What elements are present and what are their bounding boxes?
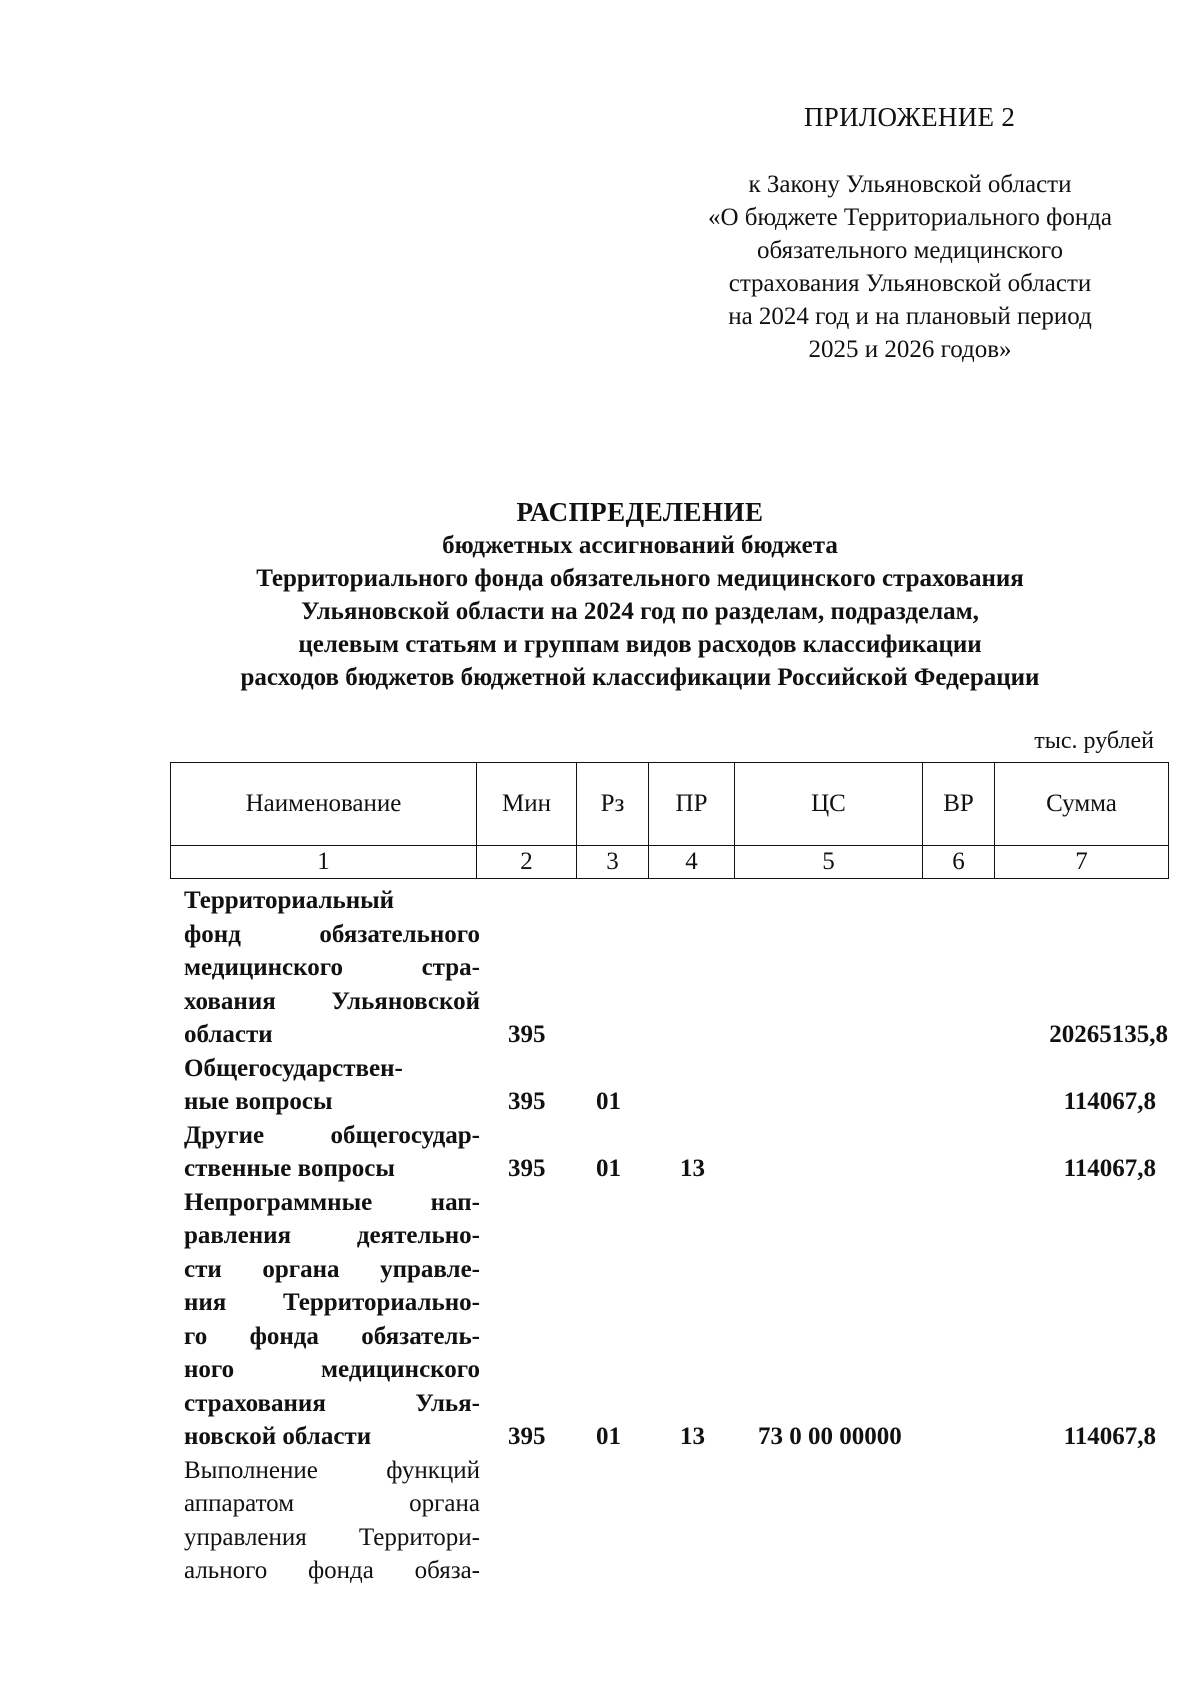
row-min: 395 — [508, 1155, 546, 1182]
law-reference-line: к Закону Ульяновской области — [748, 171, 1072, 198]
row-rz: 01 — [596, 1155, 621, 1182]
document-heading — [160, 496, 1120, 694]
row-sum: 114067,8 — [1063, 1423, 1156, 1450]
row-name — [170, 1052, 480, 1119]
law-reference-line: на 2024 год и на плановый период — [728, 303, 1092, 330]
row-name — [170, 1186, 480, 1454]
header-pr: ПР — [649, 763, 735, 846]
row-name-line: сти органа управле- — [184, 1255, 480, 1283]
column-number-row — [171, 846, 1169, 879]
law-reference — [660, 168, 1160, 366]
row-name-line: хования Ульяновской — [184, 987, 480, 1015]
appendix-title: ПРИЛОЖЕНИЕ 2 — [804, 102, 1016, 132]
row-name — [170, 884, 480, 1052]
row-name-line: ственные вопросы — [184, 1155, 395, 1182]
law-reference-line: «О бюджете Территориального фонда — [707, 204, 1113, 231]
row-name-line: Непрограммные нап- — [184, 1188, 480, 1216]
law-reference-line: страхования Ульяновской области — [728, 270, 1092, 297]
budget-table-body — [170, 884, 1168, 1588]
table-row — [170, 1186, 1168, 1454]
row-name-line: равления деятельно- — [184, 1222, 480, 1249]
header-cs: ЦС — [735, 763, 923, 846]
row-rz: 01 — [596, 1088, 621, 1115]
row-min: 395 — [508, 1423, 546, 1450]
column-number: 3 — [577, 846, 649, 879]
row-min: 395 — [508, 1088, 546, 1115]
column-number: 4 — [649, 846, 735, 879]
row-name-line: управления Территори- — [184, 1523, 480, 1551]
table-row — [170, 1119, 1168, 1186]
row-name-line: Выполнение функций — [184, 1456, 480, 1484]
row-name-line: ния Территориально- — [184, 1289, 480, 1316]
row-name-line: ного медицинского — [184, 1356, 480, 1383]
row-name-line: новской области — [184, 1423, 372, 1450]
row-name-line: страхования Улья- — [184, 1389, 480, 1417]
heading-line: бюджетных ассигнований бюджета — [442, 532, 838, 559]
heading-line: расходов бюджетов бюджетной классификации Российской Федерации — [240, 664, 1040, 691]
row-name-line: медицинского стра- — [184, 954, 480, 981]
budget-table-header — [170, 762, 1169, 879]
row-name-line: аппаратом органа — [184, 1490, 480, 1517]
heading-line: Территориального фонда обязательного медицинского страхования — [256, 565, 1024, 592]
row-name-line: го фонда обязатель- — [184, 1322, 480, 1350]
units-label: тыс. рублей — [1034, 728, 1154, 754]
header-sum: Сумма — [995, 763, 1169, 846]
row-cs: 73 0 00 00000 — [758, 1423, 902, 1450]
row-rz: 01 — [596, 1423, 621, 1450]
row-name-line: области — [184, 1021, 273, 1048]
row-name-line: Территориальный — [184, 887, 395, 914]
column-number: 2 — [477, 846, 577, 879]
header-rz: Рз — [577, 763, 649, 846]
row-name — [170, 1119, 480, 1186]
row-name-line: Общегосударствен- — [184, 1054, 403, 1082]
row-name-line: фонд обязательного — [184, 920, 480, 948]
row-sum: 114067,8 — [1063, 1155, 1156, 1182]
column-number: 1 — [171, 846, 477, 879]
law-reference-line: обязательного медицинского — [756, 237, 1063, 264]
row-name-line: ные вопросы — [184, 1088, 333, 1115]
row-pr: 13 — [680, 1423, 705, 1450]
row-min: 395 — [508, 1021, 546, 1048]
column-number: 6 — [923, 846, 995, 879]
column-number: 5 — [735, 846, 923, 879]
header-name: Наименование — [171, 763, 477, 846]
row-name-line: ального фонда обяза- — [184, 1557, 480, 1584]
row-sum: 114067,8 — [1063, 1088, 1156, 1115]
heading-line: целевым статьям и группам видов расходов классификации — [298, 631, 982, 658]
law-reference-line: 2025 и 2026 годов» — [808, 336, 1012, 363]
row-name — [170, 1454, 480, 1588]
column-number: 7 — [995, 846, 1169, 879]
row-sum: 20265135,8 — [1049, 1021, 1168, 1048]
header-row — [171, 763, 1169, 846]
header-vr: ВР — [923, 763, 995, 846]
row-name-line: Другие общегосудар- — [184, 1121, 480, 1149]
header-min: Мин — [477, 763, 577, 846]
table-row — [170, 884, 1168, 1052]
table-row — [170, 1052, 1168, 1119]
row-pr: 13 — [680, 1155, 705, 1182]
heading-main: РАСПРЕДЕЛЕНИЕ — [516, 497, 764, 527]
table-row — [170, 1454, 1168, 1588]
heading-line: Ульяновской области на 2024 год по разделам, подразделам, — [301, 598, 979, 625]
